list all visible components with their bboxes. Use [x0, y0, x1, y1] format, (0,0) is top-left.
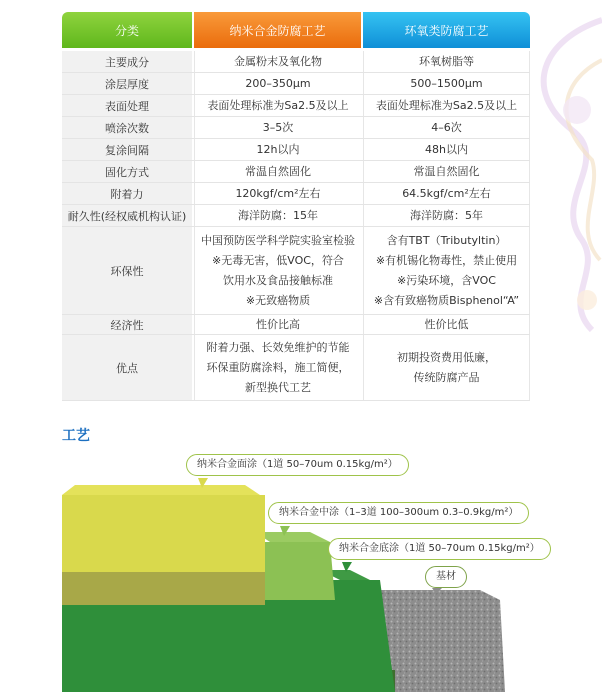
cell-line: 环保重防腐涂料，施工简便， [206, 360, 350, 374]
cell-line: 海洋防腐：15年 [238, 208, 318, 222]
cell-line: 附着力强、长效免维护的节能 [206, 340, 350, 354]
epoxy-cell [363, 227, 530, 314]
table-body [62, 51, 530, 401]
header-nano-alloy: 纳米合金防腐工艺 [194, 12, 361, 48]
cell-line: 传统防腐产品 [413, 370, 480, 384]
table-row [62, 315, 530, 335]
nano-alloy-cell [194, 227, 361, 314]
nano-alloy-cell [194, 117, 361, 138]
cell-line: 表面处理标准为Sa2.5及以上 [207, 98, 349, 112]
epoxy-cell [363, 183, 530, 204]
table-row [62, 139, 530, 161]
cell-line: 初期投资费用低廉， [397, 350, 496, 364]
header-category: 分类 [62, 12, 192, 48]
epoxy-cell [363, 205, 530, 226]
cell-line: 性价比高 [256, 317, 300, 331]
nano-alloy-cell [194, 183, 361, 204]
top-coat-callout: 纳米合金面涂（1道 50–70um 0.15kg/m²） [186, 454, 409, 476]
cell-line: ※有机锡化物毒性，禁止使用 [375, 253, 518, 267]
table-row [62, 161, 530, 183]
cell-line: ※无致癌物质 [245, 293, 311, 307]
header-epoxy: 环氧类防腐工艺 [363, 12, 530, 48]
row-label: 耐久性(经权威机构认证) [62, 205, 192, 226]
row-label: 环保性 [62, 227, 192, 314]
cell-line: 性价比低 [424, 317, 469, 331]
cell-line: ※污染环境，含VOC [397, 273, 496, 287]
epoxy-cell [363, 73, 530, 94]
coating-layers-svg [0, 440, 602, 700]
cell-line: 120kgf/cm²左右 [235, 186, 321, 200]
nano-alloy-cell [194, 51, 361, 72]
table-row [62, 227, 530, 315]
row-label: 表面处理 [62, 95, 192, 116]
cell-line: 48h以内 [425, 142, 468, 156]
table-row [62, 117, 530, 139]
table-row [62, 335, 530, 401]
row-label: 固化方式 [62, 161, 192, 182]
top-coat-shadow [62, 572, 265, 605]
mid-coat-callout: 纳米合金中涂（1–3道 100–300um 0.3–0.9kg/m²） [268, 502, 529, 524]
row-label: 优点 [62, 335, 192, 400]
cell-line: ※无毒无害，低VOC，符合 [212, 253, 344, 267]
row-label: 经济性 [62, 315, 192, 334]
bottom-coat-callout: 纳米合金底涂（1道 50–70um 0.15kg/m²） [328, 538, 551, 560]
substrate-callout: 基材 [425, 566, 467, 588]
cell-line: 新型换代工艺 [245, 380, 311, 394]
row-label: 附着力 [62, 183, 192, 204]
cell-line: 12h以内 [256, 142, 300, 156]
nano-alloy-cell [194, 335, 361, 400]
table-row [62, 205, 530, 227]
epoxy-cell [363, 117, 530, 138]
section-title: 工艺 [62, 428, 90, 444]
cell-line: 常温自然固化 [413, 164, 480, 178]
table-row [62, 95, 530, 117]
nano-alloy-cell [194, 205, 361, 226]
table-row [62, 73, 530, 95]
epoxy-cell [363, 161, 530, 182]
cell-line: 金属粉末及氧化物 [234, 54, 322, 68]
table-row [62, 51, 530, 73]
epoxy-cell [363, 335, 530, 400]
cell-line: 200–350μm [245, 76, 311, 90]
epoxy-cell [363, 95, 530, 116]
top-coat-block [62, 495, 265, 572]
nano-alloy-cell [194, 95, 361, 116]
nano-alloy-cell [194, 139, 361, 160]
table-row [62, 183, 530, 205]
substrate-block [380, 600, 505, 692]
cell-line: 64.5kgf/cm²左右 [402, 186, 491, 200]
cell-line: 表面处理标准为Sa2.5及以上 [375, 98, 518, 112]
nano-alloy-cell [194, 161, 361, 182]
cell-line: ※含有致癌物质Bisphenol“A” [373, 293, 520, 307]
cell-line: 含有TBT（Tributyltin） [386, 233, 507, 247]
cell-line: 海洋防腐：5年 [410, 208, 483, 222]
cell-line: 3–5次 [262, 120, 294, 134]
cell-line: 中国预防医学科学院实验室检验 [201, 233, 355, 247]
cell-line: 500–1500μm [410, 76, 483, 90]
row-label: 复涂间隔 [62, 139, 192, 160]
top-coat-top [62, 485, 260, 495]
epoxy-cell [363, 51, 530, 72]
cell-line: 常温自然固化 [245, 164, 311, 178]
row-label: 主要成分 [62, 51, 192, 72]
epoxy-cell [363, 139, 530, 160]
nano-alloy-cell [194, 315, 361, 334]
row-label: 喷涂次数 [62, 117, 192, 138]
cell-line: 4–6次 [431, 120, 462, 134]
epoxy-cell [363, 315, 530, 334]
comparison-table [62, 12, 530, 401]
table-header [62, 12, 530, 48]
middle-coat-top [255, 532, 330, 542]
cell-line: 饮用水及食品接触标准 [223, 273, 333, 287]
row-label: 涂层厚度 [62, 73, 192, 94]
coating-layers-illustration [0, 440, 602, 700]
cell-line: 环氧树脂等 [419, 54, 474, 68]
nano-alloy-cell [194, 73, 361, 94]
